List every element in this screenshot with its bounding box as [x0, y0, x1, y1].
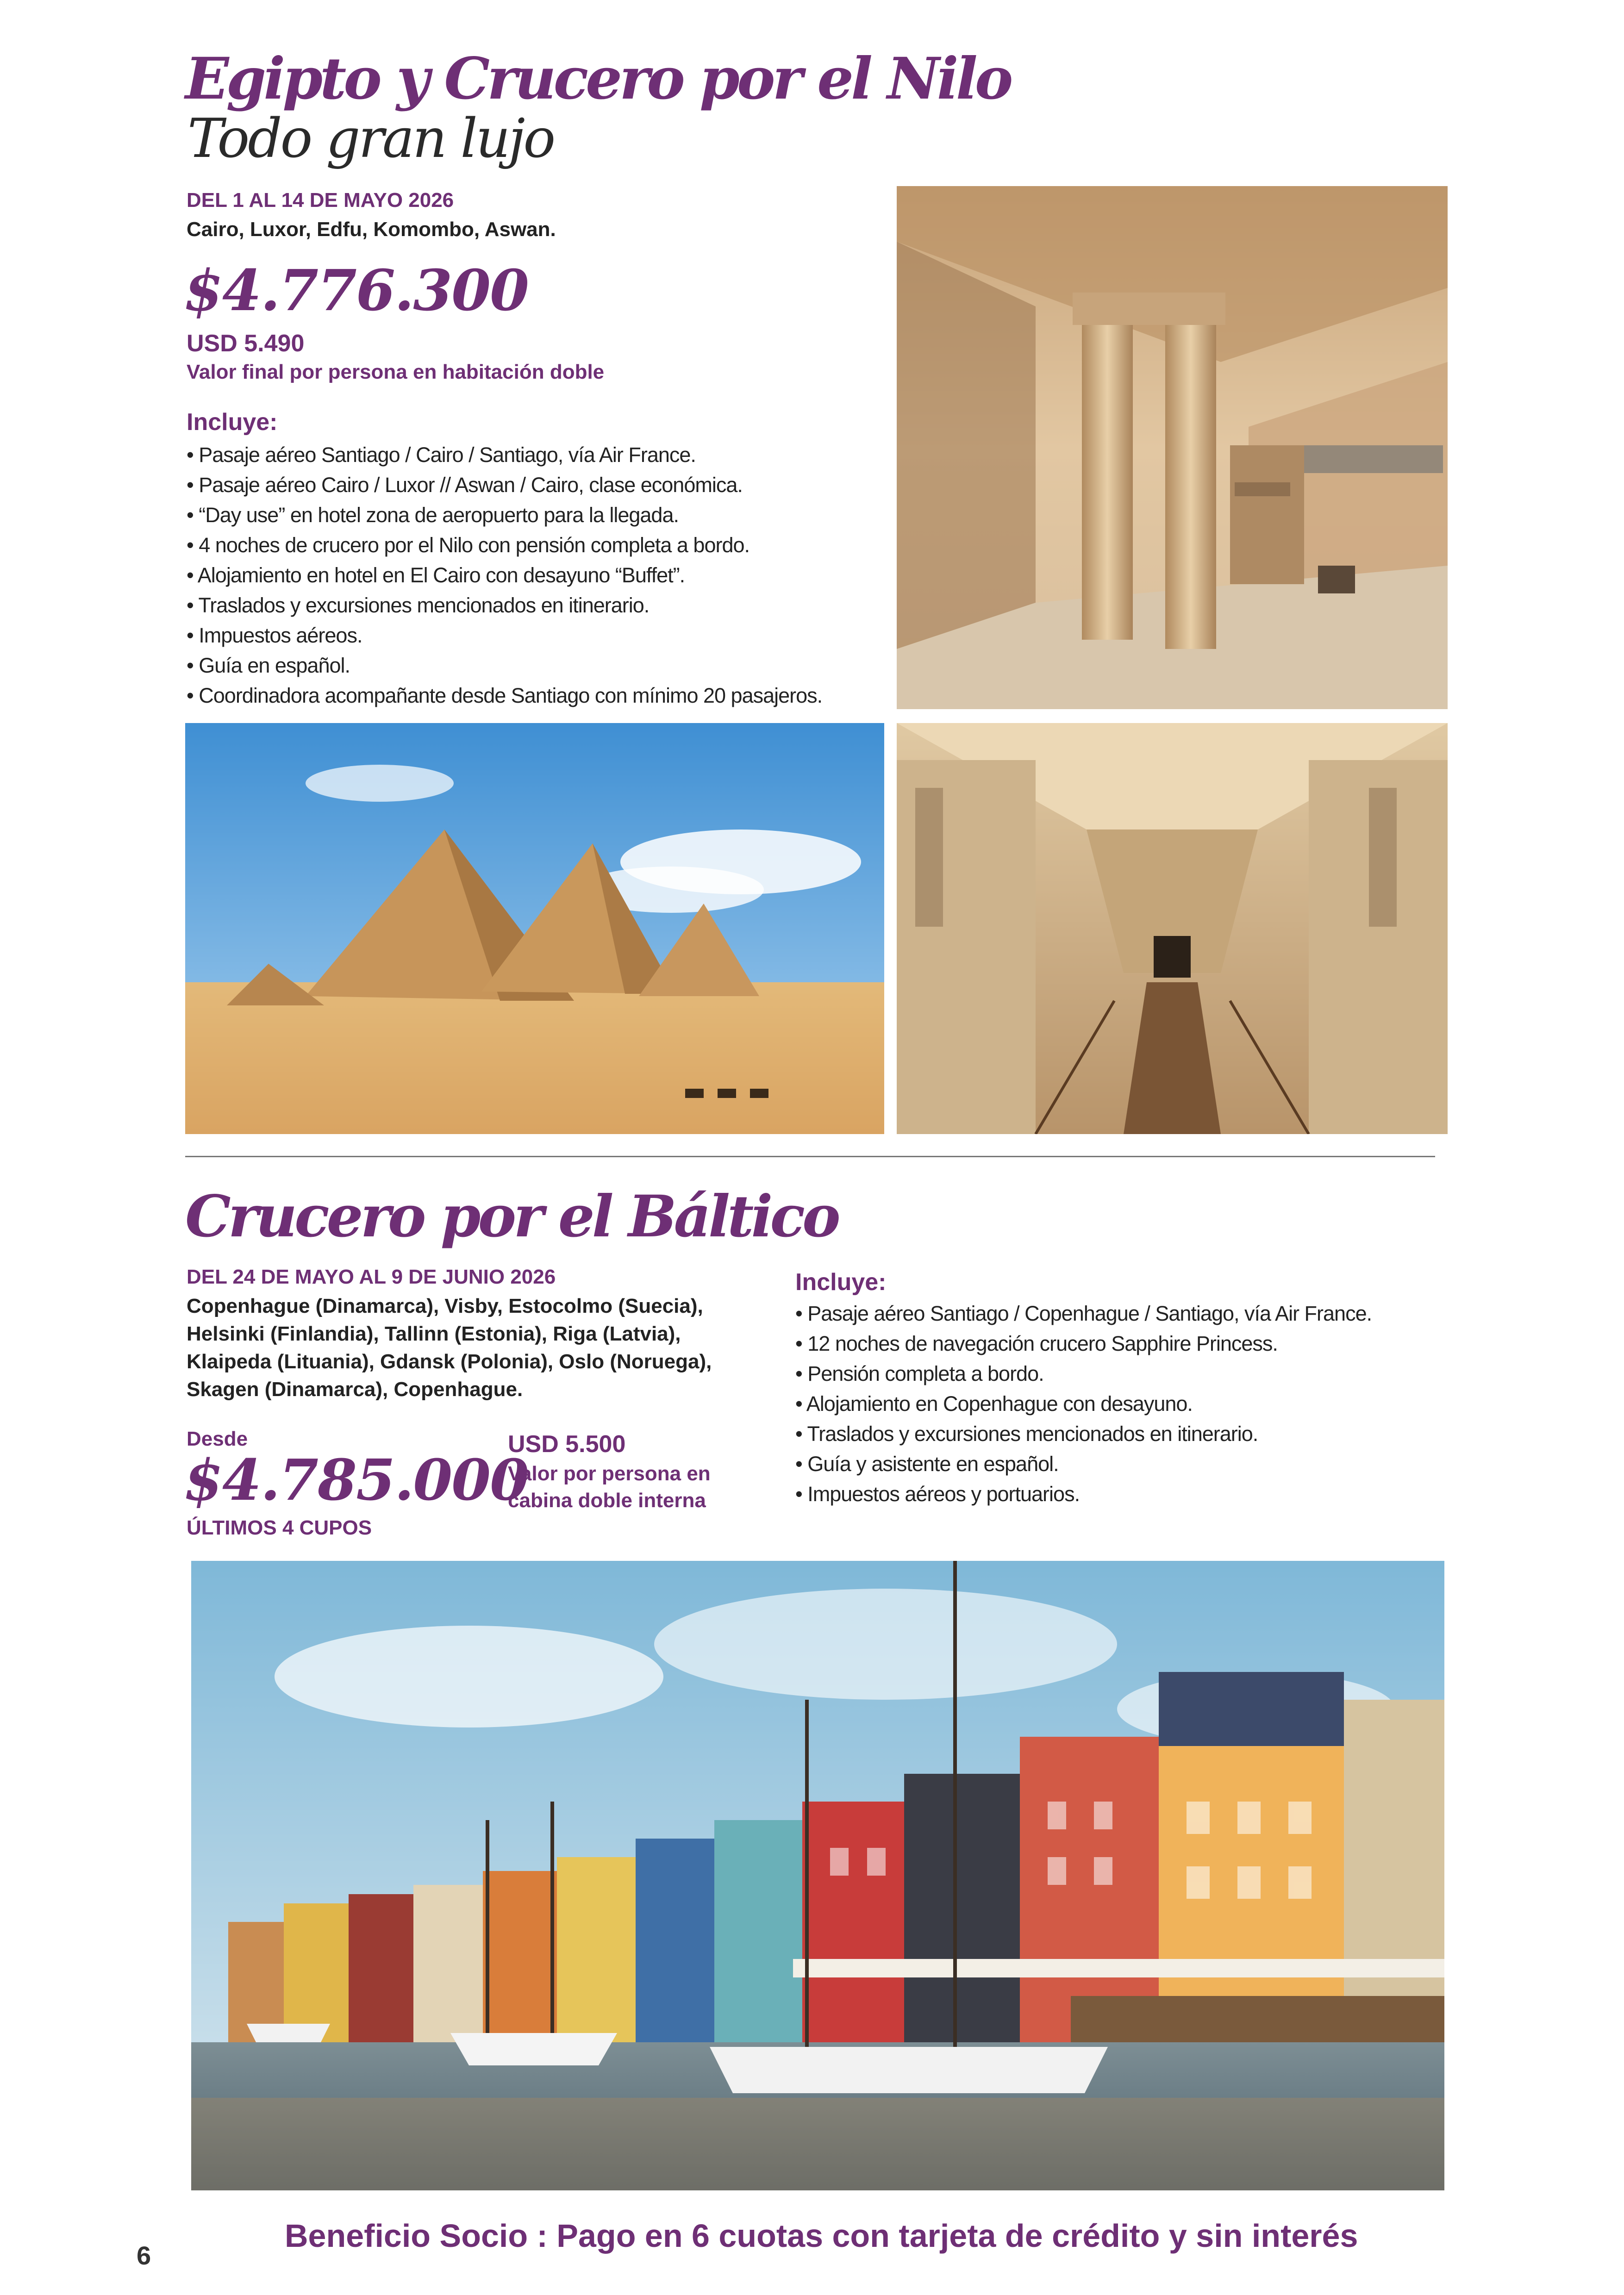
baltic-usd-price: USD 5.500 — [508, 1431, 626, 1458]
egypt-includes-list — [187, 440, 822, 711]
tomb-interior-photo — [897, 723, 1448, 1134]
list-item: • 12 noches de navegación crucero Sapphire Princess. — [795, 1328, 1372, 1359]
list-item: • Pasaje aéreo Santiago / Cairo / Santiago, vía Air France. — [187, 440, 822, 470]
egypt-price: $4.776.300 — [184, 257, 529, 324]
egypt-includes-title: Incluye: — [187, 409, 278, 436]
baltic-spots: ÚLTIMOS 4 CUPOS — [187, 1516, 372, 1539]
museum-hall-photo — [897, 186, 1448, 709]
baltic-price: $4.785.000 — [184, 1447, 529, 1513]
baltic-includes-list — [795, 1298, 1372, 1509]
egypt-price-note: Valor final por persona en habitación doble — [187, 361, 605, 383]
list-item: • Impuestos aéreos y portuarios. — [795, 1479, 1372, 1509]
egypt-title: Egipto y Crucero por el Nilo — [185, 45, 1011, 112]
list-item: • Pasaje aéreo Santiago / Copenhague / Santiago, vía Air France. — [795, 1298, 1372, 1328]
list-item: • Coordinadora acompañante desde Santiago con mínimo 20 pasajeros. — [187, 680, 822, 711]
copenhagen-nyhavn-photo — [191, 1561, 1444, 2190]
list-item: • Guía en español. — [187, 650, 822, 680]
baltic-includes-title: Incluye: — [795, 1269, 887, 1296]
list-item: • Alojamiento en Copenhague con desayuno. — [795, 1389, 1372, 1419]
baltic-from-label: Desde — [187, 1428, 248, 1450]
egypt-usd-price: USD 5.490 — [187, 330, 305, 357]
list-item: • “Day use” en hotel zona de aeropuerto para la llegada. — [187, 500, 822, 530]
baltic-cities: Copenhague (Dinamarca), Visby, Estocolmo (Suecia), Helsinki (Finlandia), Tallinn (Estonia), Riga (Latvia), Klaipeda (Lituania), Gdansk (Polonia), Oslo (Noruega), Skagen (Dinamarca), Copenhague. — [187, 1295, 712, 1401]
member-benefit-banner: Beneficio Socio : Pago en 6 cuotas con tarjeta de crédito y sin interés — [285, 2218, 1358, 2254]
list-item: • Pensión completa a bordo. — [795, 1359, 1372, 1389]
list-item: • Pasaje aéreo Cairo / Luxor // Aswan / Cairo, clase económica. — [187, 470, 822, 500]
list-item: • 4 noches de crucero por el Nilo con pensión completa a bordo. — [187, 530, 822, 560]
baltic-title: Crucero por el Báltico — [185, 1183, 838, 1250]
list-item: • Traslados y excursiones mencionados en itinerario. — [187, 590, 822, 620]
list-item: • Alojamiento en hotel en El Cairo con desayuno “Buffet”. — [187, 560, 822, 590]
egypt-dates: DEL 1 AL 14 DE MAYO 2026 — [187, 189, 454, 212]
list-item: • Traslados y excursiones mencionados en itinerario. — [795, 1419, 1372, 1449]
baltic-dates: DEL 24 DE MAYO AL 9 DE JUNIO 2026 — [187, 1266, 556, 1288]
list-item: • Impuestos aéreos. — [187, 620, 822, 650]
section-divider — [185, 1156, 1435, 1157]
page-number: 6 — [137, 2241, 151, 2270]
egypt-subtitle: Todo gran lujo — [187, 107, 554, 170]
list-item: • Guía y asistente en español. — [795, 1449, 1372, 1479]
pyramids-photo — [185, 723, 884, 1134]
baltic-price-note: Valor por persona en cabina doble interna — [508, 1462, 711, 1512]
egypt-cities: Cairo, Luxor, Edfu, Komombo, Aswan. — [187, 218, 556, 241]
